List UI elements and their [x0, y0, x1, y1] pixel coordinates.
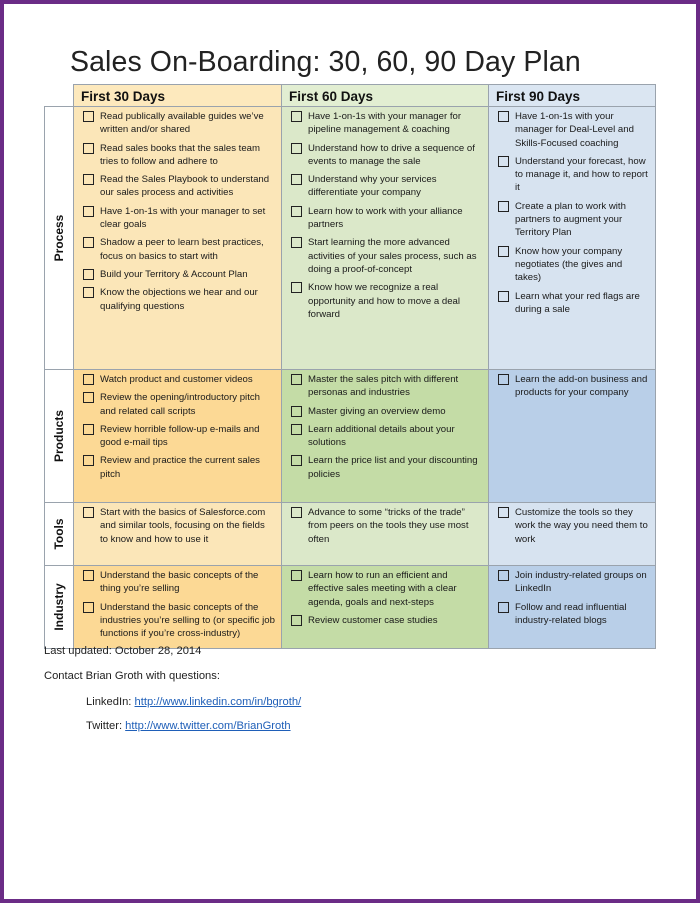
checkbox-icon[interactable] [291, 570, 302, 581]
last-updated: Last updated: October 28, 2014 [44, 645, 202, 657]
checklist-item-text: Have 1-on-1s with your manager for Deal-Level and Skills-Focused coaching [515, 111, 634, 149]
checkbox-icon[interactable] [291, 237, 302, 248]
checklist-item-text: Understand your forecast, how to manage it, and how to report it [515, 155, 648, 194]
checklist-item-text: Start learning the more advanced activities of your sales process, such as doing a proof-of-concept [308, 237, 477, 275]
plan-cell [489, 370, 656, 503]
checkbox-icon[interactable] [83, 570, 94, 581]
checklist-item [83, 286, 275, 313]
checklist-item-text: Know how we recognize a real opportunity and how to move a deal forward [308, 282, 461, 320]
checklist-item-text: Advance to some “tricks of the trade” from peers on the tools they use most often [308, 507, 469, 545]
plan-cell [282, 370, 489, 503]
checkbox-icon[interactable] [83, 174, 94, 185]
checklist-item [83, 601, 275, 641]
checkbox-icon[interactable] [291, 174, 302, 185]
checklist-item-text: Learn the add-on business and products for your company [515, 374, 648, 399]
plan-cell [74, 107, 282, 370]
checkbox-icon[interactable] [498, 507, 509, 518]
checklist-item [498, 569, 649, 596]
table-corner [45, 85, 74, 107]
checklist-item [291, 373, 482, 400]
plan-cell [489, 107, 656, 370]
checklist-item-text: Learn additional details about your solutions [308, 423, 455, 449]
checklist-item [83, 391, 275, 418]
checklist-item [291, 281, 482, 321]
checklist-item-text: Learn what your red flags are during a sale [515, 290, 640, 315]
plan-cell [282, 566, 489, 649]
checklist-item [291, 454, 482, 481]
checkbox-icon[interactable] [291, 615, 302, 626]
checklist-item [83, 205, 275, 232]
checklist-item [83, 173, 275, 200]
checklist-item [498, 155, 649, 195]
row-header-tools [45, 503, 74, 566]
checklist-item-text: Customize the tools so they work the way you need them to work [515, 507, 648, 545]
checklist-item [83, 569, 275, 596]
column-header-30: First 30 Days [74, 85, 282, 107]
column-header-60: First 60 Days [282, 85, 489, 107]
checklist-item-text: Review the opening/introductory pitch and related call scripts [100, 392, 260, 417]
twitter-line [86, 720, 291, 732]
checklist-item [83, 110, 275, 137]
checklist-item [291, 614, 482, 627]
checklist-item-text: Shadow a peer to learn best practices, focus on basics to start with [100, 237, 264, 262]
twitter-link[interactable]: http://www.twitter.com/BrianGroth [125, 720, 291, 732]
table-row [45, 503, 656, 566]
checkbox-icon[interactable] [498, 246, 509, 257]
row-header-label: Industry [52, 583, 66, 631]
checklist-item [83, 236, 275, 263]
plan-table [44, 84, 656, 649]
checkbox-icon[interactable] [498, 156, 509, 167]
table-row [45, 566, 656, 649]
checklist-item-text: Learn how to work with your alliance partners [308, 205, 463, 231]
checklist-item-text: Have 1-on-1s with your manager for pipeline management & coaching [308, 111, 462, 136]
checklist-item-text: Master giving an overview demo [308, 405, 446, 417]
checklist-item [291, 236, 482, 276]
checklist-item-text: Read the Sales Playbook to understand our sales process and activities [100, 174, 270, 199]
checklist-item [291, 506, 482, 546]
checkbox-icon[interactable] [498, 602, 509, 613]
checklist-item-text: Know how your company negotiates (the gives and takes) [515, 245, 623, 284]
plan-cell [489, 566, 656, 649]
linkedin-label: LinkedIn: [86, 696, 135, 708]
checklist-item [83, 506, 275, 546]
checklist-item [498, 200, 649, 240]
checklist-item-text: Create a plan to work with partners to augment your Territory Plan [515, 200, 626, 239]
row-header-industry [45, 566, 74, 649]
checklist-item [498, 110, 649, 150]
checkbox-icon[interactable] [291, 282, 302, 293]
table-row [45, 370, 656, 503]
checklist-item [83, 373, 275, 386]
checklist-item-text: Know the objections we hear and our qualifying questions [100, 287, 258, 312]
checklist-item [83, 454, 275, 481]
checklist-item [498, 245, 649, 285]
checkbox-icon[interactable] [83, 374, 94, 385]
checklist-item [291, 423, 482, 450]
checkbox-icon[interactable] [291, 111, 302, 122]
checklist-item [498, 373, 649, 400]
checklist-item [291, 405, 482, 418]
checkbox-icon[interactable] [291, 455, 302, 466]
checkbox-icon[interactable] [83, 602, 94, 613]
checklist-item-text: Master the sales pitch with different personas and industries [308, 374, 459, 399]
checkbox-icon[interactable] [291, 507, 302, 518]
checkbox-icon[interactable] [83, 206, 94, 217]
checkbox-icon[interactable] [83, 237, 94, 248]
checkbox-icon[interactable] [83, 455, 94, 466]
checklist-item-text: Start with the basics of Salesforce.com and similar tools, focusing on the fields to know and how to use it [100, 507, 266, 545]
checklist-item-text: Review customer case studies [308, 614, 438, 626]
checklist-item [291, 142, 482, 169]
checkbox-icon[interactable] [291, 206, 302, 217]
page-title: Sales On-Boarding: 30, 60, 90 Day Plan [70, 46, 581, 78]
column-header-90: First 90 Days [489, 85, 656, 107]
checkbox-icon[interactable] [83, 287, 94, 298]
checklist-item [498, 290, 649, 317]
checklist-item-text: Understand the basic concepts of the thing you’re selling [100, 570, 259, 595]
checklist-item-text: Learn how to run an efficient and effective sales meeting with a clear agenda, goals and next-steps [308, 570, 457, 608]
checkbox-icon[interactable] [498, 570, 509, 581]
row-header-process [45, 107, 74, 370]
checklist-item-text: Read sales books that the sales team tries to follow and adhere to [100, 142, 260, 167]
checklist-item-text: Build your Territory & Account Plan [100, 268, 248, 280]
checklist-item [498, 601, 649, 628]
twitter-label: Twitter: [86, 720, 126, 732]
checkbox-icon[interactable] [83, 143, 94, 154]
checkbox-icon[interactable] [291, 374, 302, 385]
row-header-label: Products [52, 409, 66, 463]
checkbox-icon[interactable] [291, 406, 302, 417]
checkbox-icon[interactable] [498, 201, 509, 212]
table-row [45, 107, 656, 370]
checklist-item-text: Understand how to drive a sequence of events to manage the sale [308, 142, 475, 167]
checkbox-icon[interactable] [498, 291, 509, 302]
checkbox-icon[interactable] [83, 269, 94, 280]
checklist-item [291, 173, 482, 200]
checkbox-icon[interactable] [498, 111, 509, 122]
checklist-item [83, 268, 275, 281]
plan-cell [282, 107, 489, 370]
checkbox-icon[interactable] [83, 507, 94, 518]
checklist-item-text: Understand the basic concepts of the industries you’re selling to (or specific job functions if you’re cross-industry) [100, 601, 275, 640]
checkbox-icon[interactable] [291, 143, 302, 154]
checkbox-icon[interactable] [291, 424, 302, 435]
checklist-item-text: Watch product and customer videos [100, 374, 253, 385]
plan-cell [74, 503, 282, 566]
checklist-item [291, 205, 482, 232]
checklist-item-text: Learn the price list and your discounting policies [308, 455, 478, 480]
checklist-item-text: Review and practice the current sales pitch [100, 455, 260, 480]
checkbox-icon[interactable] [83, 424, 94, 435]
linkedin-link[interactable]: http://www.linkedin.com/in/bgroth/ [134, 696, 302, 708]
row-header-label: Tools [52, 518, 66, 550]
checklist-item [291, 569, 482, 609]
checkbox-icon[interactable] [83, 111, 94, 122]
linkedin-line [86, 696, 301, 708]
contact-text: Contact Brian Groth with questions: [44, 670, 220, 682]
checklist-item [83, 142, 275, 169]
checkbox-icon[interactable] [498, 374, 509, 385]
plan-cell [489, 503, 656, 566]
checklist-item-text: Have 1-on-1s with your manager to set clear goals [100, 205, 266, 231]
plan-cell [282, 503, 489, 566]
checklist-item-text: Join industry-related groups on LinkedIn [515, 570, 647, 595]
checklist-item-text: Follow and read influential industry-related blogs [515, 601, 627, 626]
checklist-item [291, 110, 482, 137]
checklist-item-text: Read publically available guides we’ve written and/or shared [100, 111, 264, 136]
row-header-label: Process [52, 214, 66, 262]
plan-cell [74, 566, 282, 649]
checklist-item [83, 423, 275, 450]
plan-cell [74, 370, 282, 503]
checkbox-icon[interactable] [83, 392, 94, 403]
checklist-item-text: Review horrible follow-up e-mails and good e-mail tips [100, 423, 260, 449]
checklist-item [498, 506, 649, 546]
checklist-item-text: Understand why your services differentiate your company [308, 174, 437, 199]
row-header-products [45, 370, 74, 503]
